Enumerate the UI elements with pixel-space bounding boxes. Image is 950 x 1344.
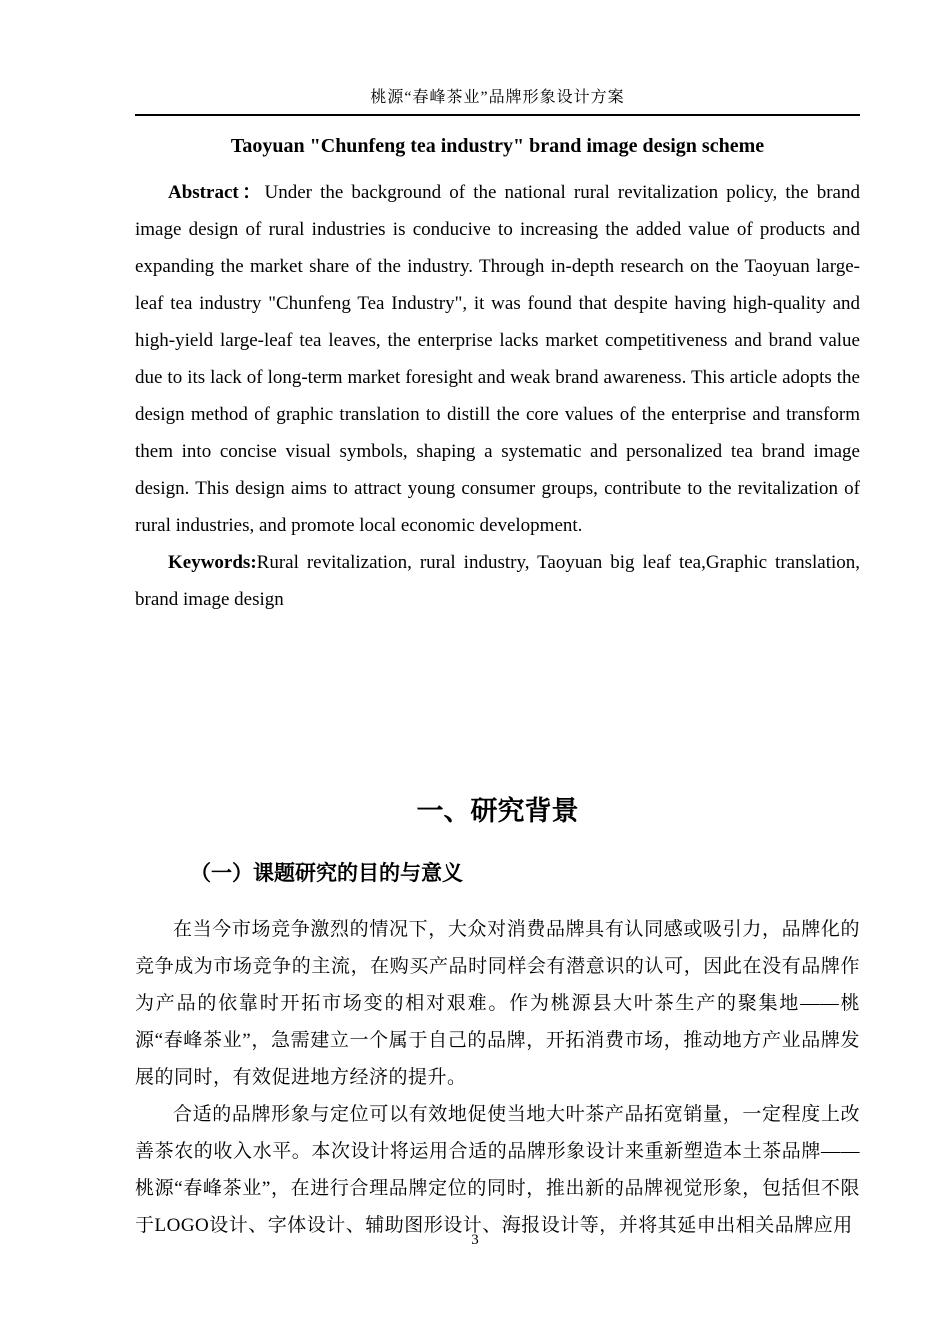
page-footer bbox=[0, 1232, 950, 1249]
abstract-text: Under the background of the national rural revitalization policy, the brand image design of rural industries is conducive to increasing the added value of products and expanding the market share of the industry. Through in-depth research on the Taoyuan large-leaf tea industry "Chunfeng Tea Industry", it was found that despite having high-quality and high-yield large-leaf tea leaves, the enterprise lacks market competitiveness and brand value due to its lack of long-term market foresight and weak brand awareness. This article adopts the design method of graphic translation to distill the core values of the enterprise and transform them into concise visual symbols, shaping a systematic and personalized tea brand image design. This design aims to attract young consumer groups, contribute to the revitalization of rural industries, and promote local economic development. bbox=[135, 182, 860, 536]
page-number: 3 bbox=[471, 1232, 479, 1248]
keywords-paragraph bbox=[135, 544, 860, 618]
subsection-heading-purpose-significance: （一）课题研究的目的与意义 bbox=[190, 862, 463, 885]
body-paragraph-2: 合适的品牌形象与定位可以有效地促使当地大叶茶产品拓宽销量，一定程度上改善茶农的收入水平。本次设计将运用合适的品牌形象设计来重新塑造本土茶品牌——桃源“春峰茶业”，在进行合理品牌定位的同时，推出新的品牌视觉形象，包括但不限于LOGO设计、字体设计、辅助图形设计、海报设计等，并将其延申出相关品牌应用 bbox=[135, 1104, 860, 1236]
document-content bbox=[135, 132, 860, 1244]
page-header bbox=[135, 84, 860, 116]
body-paragraph-1: 在当今市场竞争激烈的情况下，大众对消费品牌具有认同感或吸引力，品牌化的竞争成为市场竞争的主流，在购买产品时同样会有潜意识的认可，因此在没有品牌作为产品的依靠时开拓市场变的相对艰难。作为桃源县大叶茶生产的聚集地——桃源“春峰茶业”，急需建立一个属于自己的品牌，开拓消费市场，推动地方产业品牌发展的同时，有效促进地方经济的提升。 bbox=[135, 919, 860, 1088]
keywords-label: Keywords: bbox=[168, 552, 257, 573]
abstract-label: Abstract： bbox=[168, 182, 265, 203]
section-heading-research-background: 一、研究背景 bbox=[416, 796, 579, 826]
abstract-paragraph bbox=[135, 174, 860, 544]
keywords-text: Rural revitalization, rural industry, Taoyuan big leaf tea,Graphic translation, brand image design bbox=[135, 552, 860, 610]
document-title: Taoyuan "Chunfeng tea industry" brand image design scheme bbox=[230, 135, 765, 157]
header-title: 桃源“春峰茶业”品牌形象设计方案 bbox=[370, 89, 625, 106]
